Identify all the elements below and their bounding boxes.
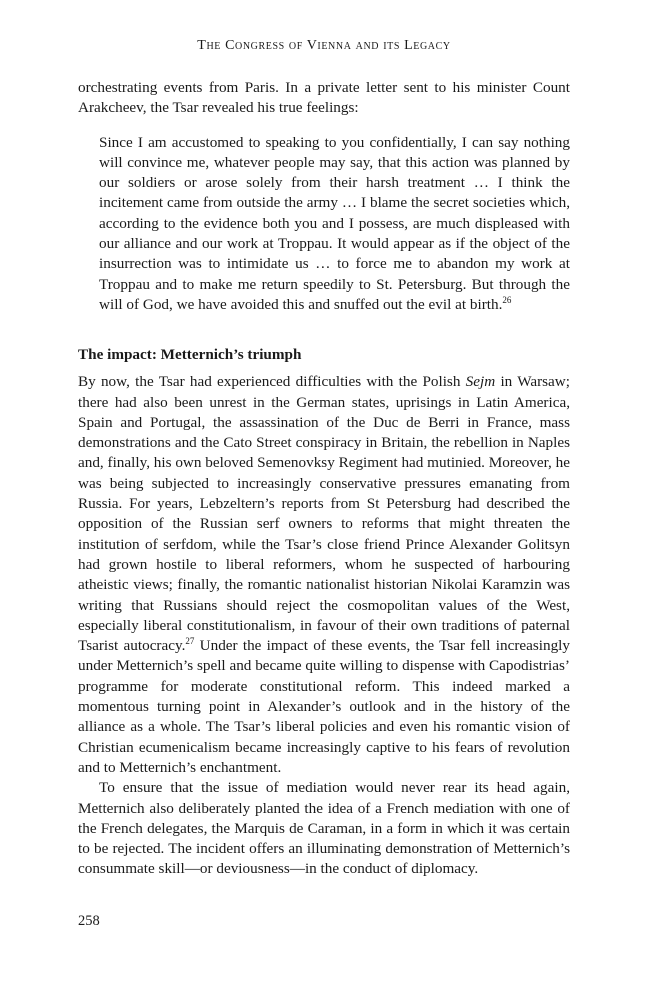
paragraph-impact xyxy=(78,372,570,778)
footnote-ref-26: 26 xyxy=(502,294,512,305)
running-head: The Congress of Vienna and its Legacy xyxy=(197,38,451,53)
page-number: 258 xyxy=(78,913,100,929)
block-quote-body: Since I am accustomed to speaking to you confidentially, I can say nothing will convince me, whatever people may say, that this action was planned by our soldiers or arose solely from their harsh treatment … I think the incitement came from outside the army … I blame the secret societies which, according to the evidence both you and I possess, are much displeased with our alliance and our work at Troppau. It would appear as if the object of the insurrection was to intimidate us … to force me to abandon my work at Troppau and to make me return speedily to St. Petersburg. But through the will of God, we have avoided this and snuffed out the evil at birth. xyxy=(99,133,570,313)
block-quote-text xyxy=(99,133,570,316)
paragraph-impact-middle: in Warsaw; there had also been unrest in the German states, uprisings in Latin America, Spain and Portugal, the assassination of the Duc de Berri in France, mass demonstrations and the Cato Street conspiracy in Britain, the rebellion in Naples and, finally, his own beloved Semenovksy Regiment had mutinied. Moreover, he was being subjected to increasingly conservative pressures emanating from Russia. For years, Lebzeltern’s reports from St Petersburg had described the opposition of the Russian serf owners to reforms that might threaten the institution of serfdom, while the Tsar’s close friend Prince Alexander Golitsyn had grown hostile to liberal reformers, whom he suspected of harbouring atheistic views; finally, the romantic nationalist historian Nikolai Karamzin was writing that Russians should reject the cosmopolitan values of the West, especially liberal constitutionalism, in favour of their own traditions of paternal Tsarist autocracy. xyxy=(78,373,570,655)
book-page xyxy=(78,0,570,981)
paragraph-impact-end: Under the impact of these events, the Tsar fell increasingly under Metternich’s spell and became quite willing to dispense with Capodistrias’ programme for moderate constitutional reform. This indeed marked a momentous turning point in Alexander’s outlook and in the history of the alliance as a whole. The Tsar’s liberal policies and even his romantic vision of Christian ecumenicalism became increasingly captive to his fears of revolution and to Metternich’s enchantment. xyxy=(78,637,570,776)
opening-paragraph: orchestrating events from Paris. In a private letter sent to his minister Count Arakcheev, the Tsar revealed his true feelings: xyxy=(78,79,570,117)
body-text xyxy=(78,78,570,880)
footnote-ref-27: 27 xyxy=(185,636,195,647)
paragraph-mediation: To ensure that the issue of mediation would never rear its head again, Metternich also deliberately planted the idea of a French mediation with one of the French delegates, the Marquis de Caraman, in a form in which it was certain to be rejected. The incident offers an illuminating demonstration of Metternich’s consummate skill—or deviousness—in the conduct of diplomacy. xyxy=(78,779,570,878)
italic-sejm: Sejm xyxy=(465,373,496,391)
section-heading: The impact: Metternich’s triumph xyxy=(78,346,302,364)
paragraph-impact-start: By now, the Tsar had experienced difficulties with the Polish xyxy=(78,373,466,391)
block-quote xyxy=(99,133,570,316)
